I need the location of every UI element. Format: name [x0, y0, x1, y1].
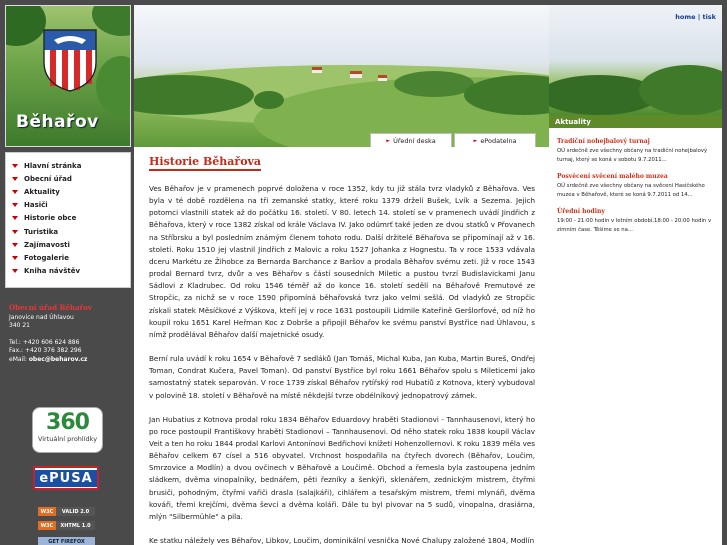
nav-item-hlavni-stranka[interactable] — [12, 159, 130, 172]
content-paragraph: Ves Běhařov je v pramenech poprvé doložena v roce 1352, kdy tu již stála tvrz vladyků z Běhařova. Ves byla v té době rozdělena na tři zemanské statky, které roku 1379 drželi Bušek, Lvík a Sezema. Jejich potomci vlastnili statek až do počátku 16. století. V 80. letech 14. století se v pramenech uvádí Jindřich z Běhařova, který v roce 1382 získal od krále Václava IV. Jako odúmrť také jeden ze dvou statků v Přovanech na Stříbrsku a byl posledním známým členem tohoto rodu. Další držitelé Běhařova se připomínají až v 16. století. Roku 1510 jej vlastnil Jindřich z Malovic a roku 1527 Johanka z Hognestu. Ta v roce 1533 vdávala dceru Markétu ze Žihobce za Bernarda Barchance z Baršov a prodala Běhařov svému zeti. Již v roce 1543 prodal Bernard tvrz, dvůr a ves Běhařov s částí sousedních Miletic a pustou tvrzí Budislavickami Janu Sádlovi z Kladrubec. Od roku 1546 téměř až do konce 16. století sedělí na Běhařově Fremutové ze Stropčic, za nichž se v roce 1590 připomíná běhařovská tvrz jako velmi sešlá. Od vladyků ze Stropčic získali statek Měsíčkové z Výškova, kteří jej v roce 1631 postoupili Lidmile Kateřině Geršlorfové, od níž ho koupil roku 1651 Karel Heřman Koc z Dobrše a připojil Běhařov ke svému panství Bystřice nad Úhlavou, s nímž prodělával Běhařov další majetnické osudy. — [149, 184, 535, 339]
news-title[interactable]: Úřední hodiny — [557, 208, 605, 215]
nav-item-kniha-navstev[interactable] — [12, 265, 130, 278]
bullet-icon — [12, 216, 18, 220]
w3c-css-left: W3C — [38, 507, 56, 516]
content-paragraph: Jan Hubatius z Kotnova prodal roku 1834 Běhařov Eduardovy hraběti Stadionovi - Tannhausenovi, který ho po roce postoupil Františkovy hraběti Stadionovi – Tannhausenovi. Od něho statek roku 1838 koupil Václav Veit a ten ho roku 1844 prodal Karlovi Antonínovi Bedřichovi knížeti Hohenzollernovi. K roku 1839 měla ves Běhařov celkem 67 císel a 516 obyvatel. Vrchnost hospodařila na čtyřech dvorech (Běhařov, Loučim, Smrzovice a Modlín) a dvou ovčinech v Běhařově a Loučimě. Obchod a řemesla byla zastoupena jedním sládkem, dvěma vinopalníky, bednářem, pěti řezníky a šenkýři, sklenářem, zednickým mistrem, čtyřmi brusiči, pohodným, čtyřmi vařiči drasla (salajkáři), cihlářem a tesařským mistrem, třemi mlynáři, dvěma kováři, třemi krejčími, dvěma ševci a dvěma koláři. Dále tu byl pivovar na 5 sudů, vinopalna, drasiárna, mlýn "Silbermühle" a pila. — [149, 414, 535, 521]
w3c-css-right: VALID 2.0 — [56, 507, 95, 516]
nav-label: Obecní úřad — [24, 174, 72, 183]
vr360-text: Virtuální prohlídky — [37, 435, 98, 443]
nav-label: Fotogalerie — [24, 253, 69, 262]
nav-item-historie-obce[interactable] — [12, 212, 130, 225]
bullet-icon — [12, 256, 18, 260]
tab-label: ePodatelna — [480, 136, 517, 145]
nav-item-aktuality[interactable] — [12, 185, 130, 198]
vr360-number: 360 — [46, 410, 89, 435]
banner-house — [378, 75, 387, 81]
nav-label: Turistika — [24, 227, 59, 236]
contact-address-line: Janovice nad Úhlavou — [9, 313, 74, 321]
epusa-badge[interactable] — [33, 466, 99, 490]
banner-forest — [394, 71, 474, 97]
nav-label: Historie obce — [24, 214, 77, 223]
bullet-icon — [12, 269, 18, 273]
w3c-css-badge[interactable] — [38, 507, 95, 516]
tab-uredni-deska[interactable] — [370, 133, 452, 147]
coat-of-arms-icon — [42, 28, 98, 92]
landscape-banner — [134, 5, 549, 147]
banner-house — [350, 71, 362, 78]
top-links-separator: | — [697, 13, 701, 21]
nav-item-fotogalerie[interactable] — [12, 251, 130, 264]
get-firefox-badge[interactable]: GET FIREFOX — [38, 537, 95, 545]
w3c-xhtml-left: W3C — [38, 521, 56, 530]
site-name: Běhařov — [16, 112, 99, 132]
bullet-icon — [12, 164, 18, 168]
news-item — [557, 208, 718, 235]
page-title: Historie Běhařova — [149, 155, 261, 171]
bullet-icon — [12, 203, 18, 207]
banner-house — [312, 67, 322, 73]
contact-email-link[interactable]: obec@beharov.cz — [28, 355, 88, 363]
news-panel — [549, 115, 722, 545]
w3c-xhtml-right: XHTML 1.0 — [56, 521, 95, 530]
contact-phone: Tel.: +420 606 624 886 — [9, 338, 80, 346]
bullet-icon — [12, 190, 18, 194]
bullet-icon — [12, 243, 18, 247]
w3c-xhtml-badge[interactable] — [38, 521, 95, 530]
nav-item-zajimavosti[interactable] — [12, 238, 130, 251]
nav-label: Hasiči — [24, 201, 48, 210]
content-paragraph: Ke statku náležely ves Běhařov, Libkov, Loučim, dominikální vesnička Nové Chalupy založené 1804, Modlín — [149, 536, 535, 545]
news-item — [557, 138, 718, 165]
contact-fax: Fax.: +420 376 382 296 — [9, 347, 82, 355]
nav-label: Aktuality — [24, 187, 60, 196]
contact-title: Obecní úřad Běhařov — [9, 303, 92, 312]
landscape-banner-right — [549, 5, 722, 115]
print-link[interactable]: tisk — [702, 13, 716, 21]
logo-box[interactable] — [5, 5, 131, 147]
epusa-label: ePUSA — [35, 470, 96, 487]
nav-label: Kniha návštěv — [24, 267, 81, 276]
tree-decoration — [96, 56, 131, 116]
virtual-tour-badge[interactable] — [32, 407, 103, 453]
nav-item-turistika[interactable] — [12, 225, 130, 238]
tab-epodatelna[interactable] — [454, 133, 536, 147]
tab-label: Úřední deska — [393, 136, 436, 145]
news-text: OÚ srdečně zve všechny občany na tradiční nohejbalový turnaj, který se koná v sobotu 9.7.2011... — [557, 148, 708, 163]
news-text: OÚ srdečně zve všechny občany na svěcení Hasičského muzea v Běhařově, které se koná 9.7.2011 od 14... — [557, 183, 705, 198]
contact-email-label: eMail: — [9, 355, 29, 363]
contact-postcode: 340 21 — [9, 322, 30, 330]
contact-block — [5, 304, 131, 380]
bullet-icon — [12, 177, 18, 181]
news-text: 19:00 - 21:00 hodin v letním období,18:00 - 20:00 hodin v zimním čase. Těšíme se na... — [557, 218, 712, 233]
nav-label: Hlavní stránka — [24, 161, 82, 170]
main-navigation — [5, 152, 131, 288]
news-title[interactable]: Posvěcení svěcení malého muzea — [557, 173, 668, 180]
banner-forest — [254, 91, 284, 109]
top-links — [675, 13, 716, 21]
bullet-icon — [12, 230, 18, 234]
home-link[interactable]: home — [675, 13, 696, 21]
news-heading: Aktuality — [549, 115, 722, 128]
main-content — [134, 147, 549, 545]
tree-decoration — [5, 5, 46, 46]
content-paragraph: Berní rula uvádí k roku 1654 v Běhařově 7 sedláků (Jan Tomáš, Michal Kuba, Jan Kuba, Martin Bureš, Ondřej Toman, Condrat Kučera, Pavel Toman). Od panství Bystřice byl roku 1661 Běhařov spolu s Mileticemi jako samostatný statek separován. V roce 1739 získal Běhařov rytířský rod Hubatiů z Kotnova, který vybudoval v polovině 18. století v Běhařově na místě někdejší tvrze obdélníkový jednopatrový zámek. — [149, 354, 535, 400]
banner-forest — [639, 65, 722, 115]
nav-item-obecni-urad[interactable] — [12, 172, 130, 185]
arrow-icon: ► — [386, 137, 391, 144]
nav-label: Zajímavosti — [24, 240, 70, 249]
nav-item-hasici[interactable] — [12, 199, 130, 212]
news-item — [557, 173, 718, 200]
banner-tabs — [370, 133, 536, 147]
arrow-icon: ► — [473, 137, 478, 144]
news-title[interactable]: Tradiční nohejbalový turnaj — [557, 138, 650, 145]
